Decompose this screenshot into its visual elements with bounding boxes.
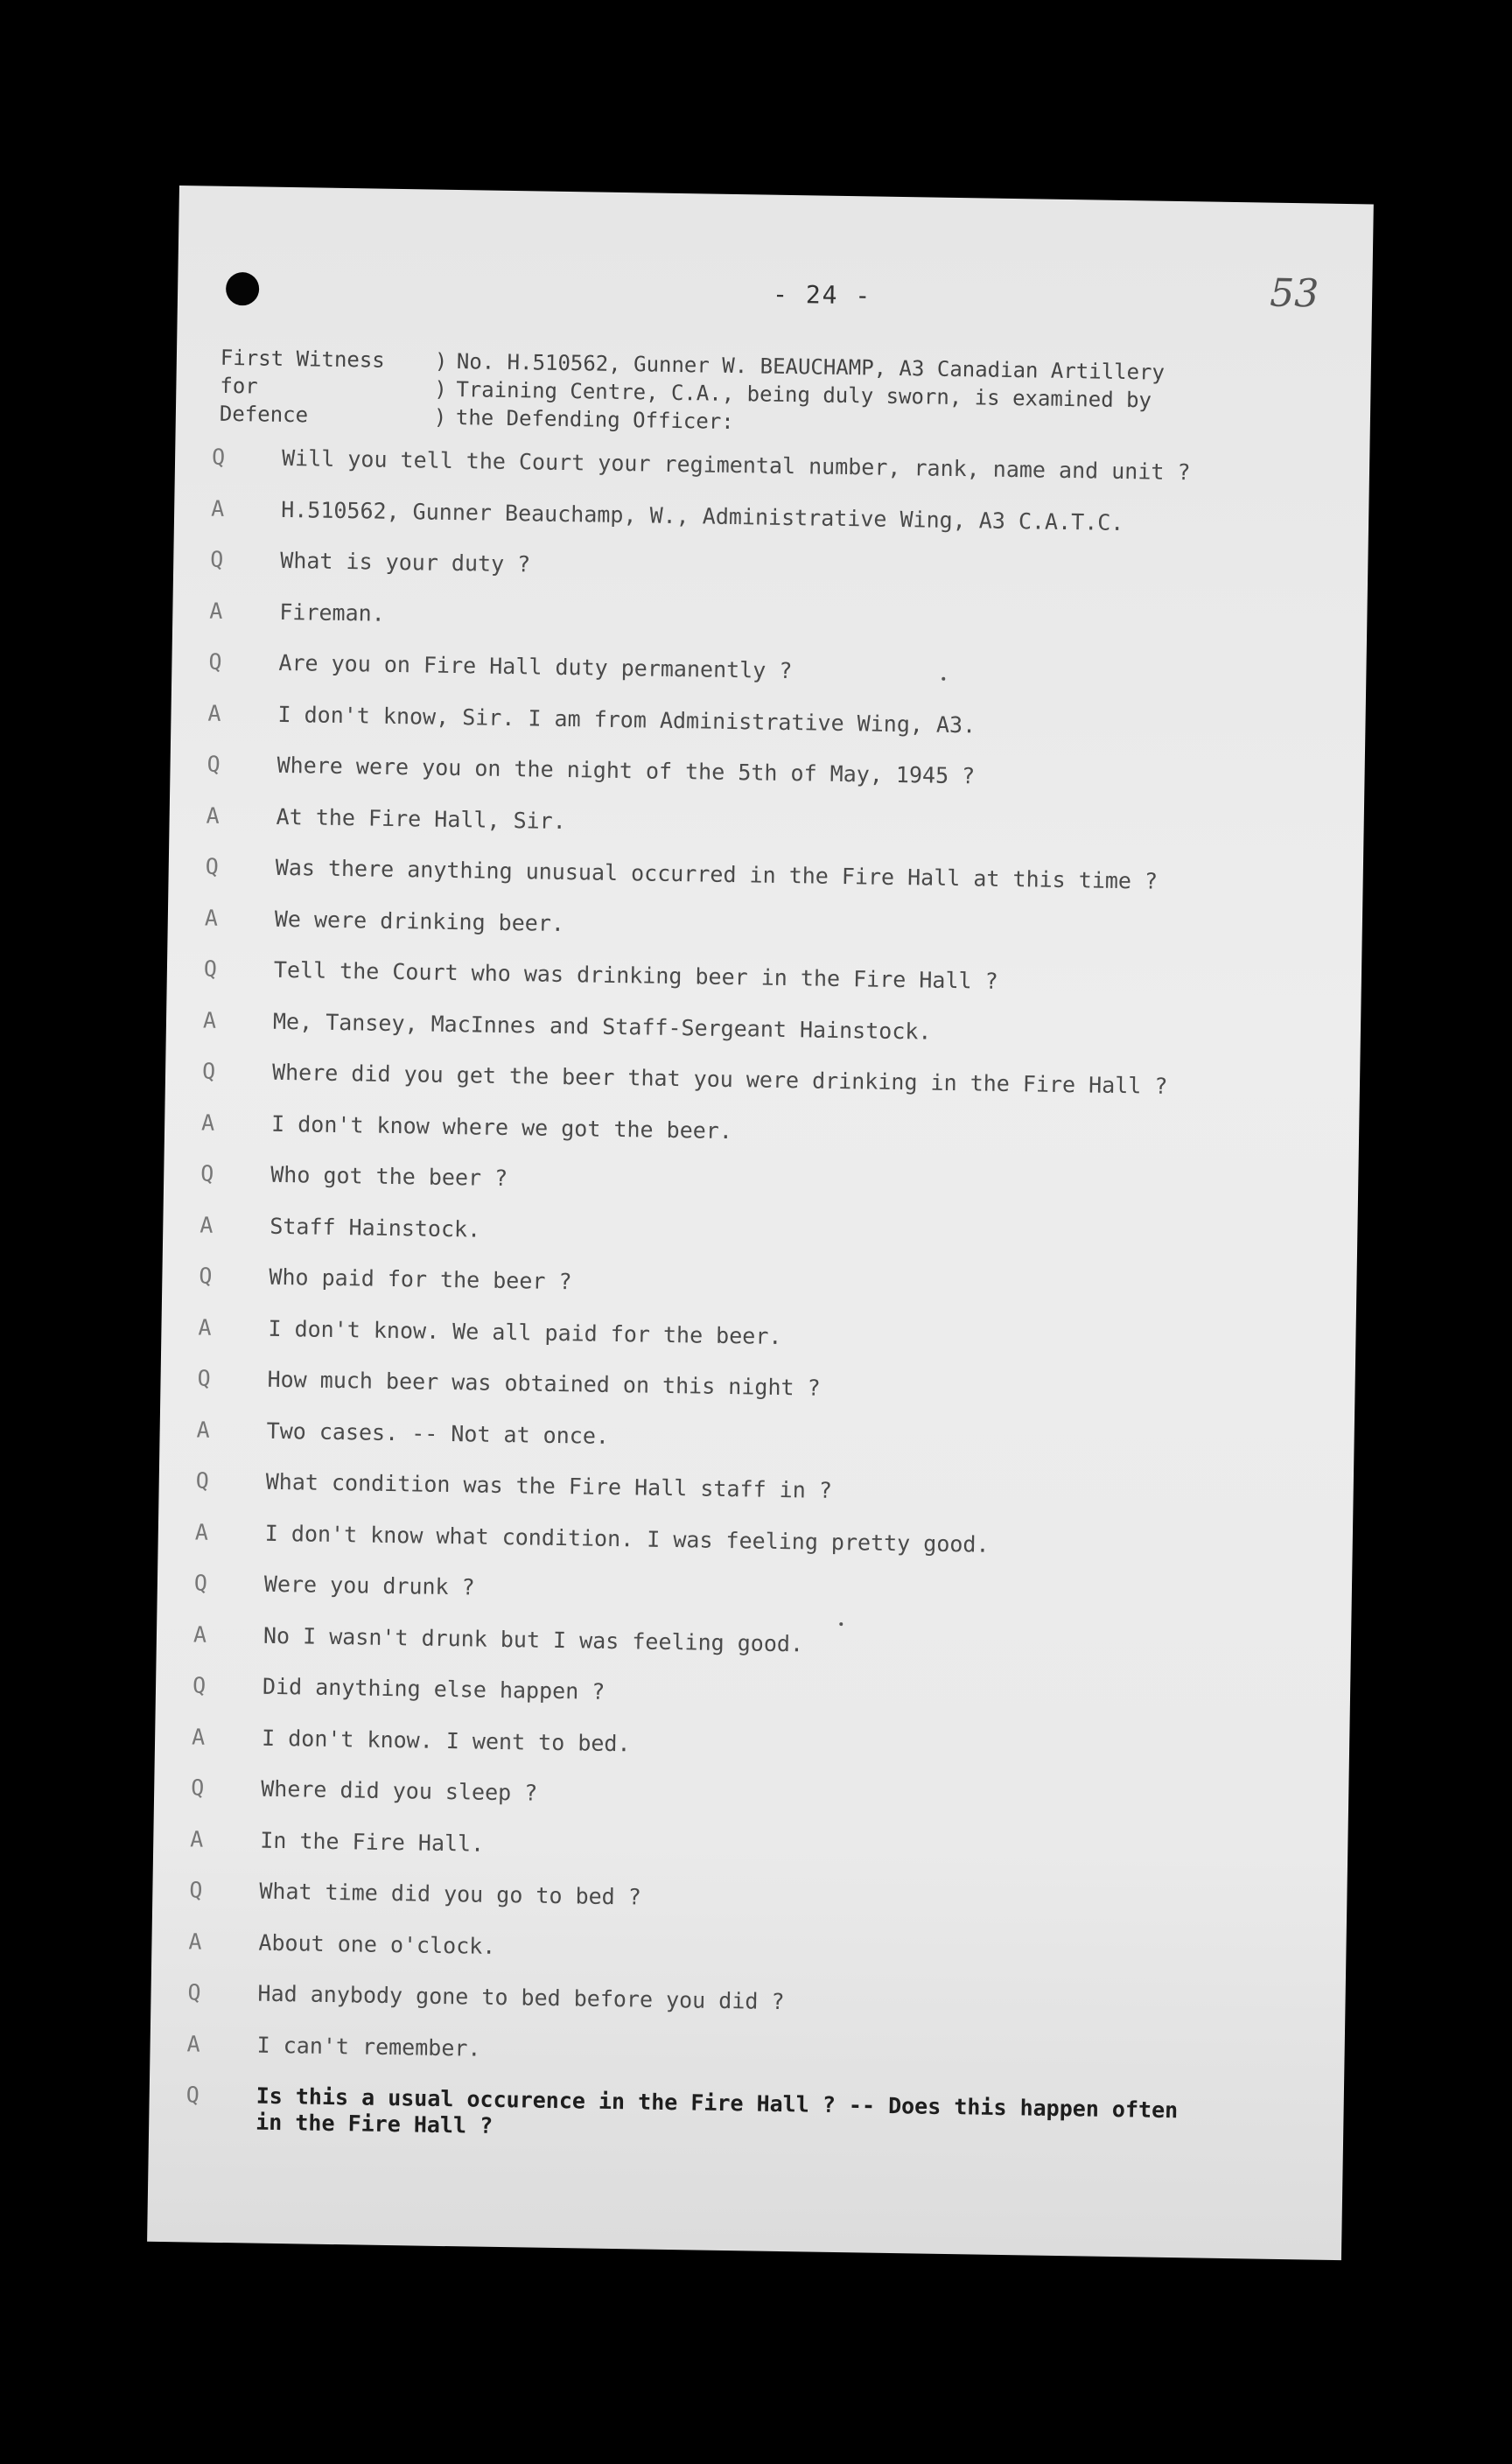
question-marker: Q <box>206 751 220 777</box>
question-marker: Q <box>208 648 222 675</box>
answer-text: H.510562, Gunner Beauchamp, W., Administrative Wing, A3 C.A.T.C. <box>280 496 1124 536</box>
witness-header <box>219 344 1349 434</box>
answer-text: I don't know where we got the beer. <box>270 1110 733 1144</box>
answer-text: Me, Tansey, MacInnes and Staff-Sergeant Hainstock. <box>272 1008 932 1045</box>
answer-text: Two cases. -- Not at once. <box>266 1418 610 1449</box>
question-marker: Q <box>201 1058 216 1084</box>
question-text: What is your duty ? <box>280 547 531 578</box>
answer-text: I can't remember. <box>256 2032 481 2062</box>
question-text: Had anybody gone to bed before you did ? <box>257 1980 785 2015</box>
question-marker: Q <box>195 1467 210 1494</box>
answer-marker: A <box>207 700 221 726</box>
question-text: Who got the beer ? <box>270 1161 508 1192</box>
answer-text: I don't know, Sir. I am from Administrative Wing, A3. <box>277 701 976 738</box>
handwritten-folio-number: 53 <box>1269 270 1320 317</box>
question-marker: Q <box>192 1672 206 1698</box>
answer-text: In the Fire Hall. <box>260 1827 485 1857</box>
answer-marker: A <box>186 2030 200 2057</box>
question-marker: Q <box>200 1160 214 1186</box>
document-page <box>147 186 1374 2260</box>
answer-marker: A <box>210 495 225 522</box>
answer-text: About one o'clock. <box>258 1929 496 1959</box>
ink-speck <box>942 677 945 681</box>
answer-marker: A <box>188 1928 202 1955</box>
answer-marker: A <box>194 1518 209 1545</box>
question-text: Will you tell the Court your regimental number, rank, name and unit ? <box>281 444 1191 486</box>
question-text: Was there anything unusual occurred in the Fire Hall at this time ? <box>275 854 1158 894</box>
answer-text: I don't know what condition. I was feeling pretty good. <box>264 1520 990 1558</box>
answer-text: Fireman. <box>279 598 386 626</box>
answer-text: I don't know. We all paid for the beer. <box>268 1315 782 1349</box>
question-text: Is this a usual occurence in the Fire Hall ? -- Does this happen often in the Fire Hall ? <box>256 2082 1179 2138</box>
answer-marker: A <box>192 1620 207 1648</box>
question-text: Where did you get the beer that you were drinking in the Fire Hall ? <box>271 1059 1168 1099</box>
question-text: Are you on Fire Hall duty permanently ? <box>278 649 793 684</box>
answer-text: I don't know. I went to bed. <box>261 1725 631 1756</box>
question-marker: Q <box>199 1263 213 1289</box>
answer-marker: A <box>190 1825 204 1852</box>
question-marker: Q <box>189 1877 203 1903</box>
answer-marker: A <box>209 598 223 624</box>
answer-marker: A <box>206 802 220 829</box>
header-brace: ) ) ) <box>433 348 448 430</box>
question-text: Who paid for the beer ? <box>269 1264 572 1295</box>
question-marker: Q <box>197 1365 211 1391</box>
answer-text: We were drinking beer. <box>274 906 565 936</box>
question-marker: Q <box>211 444 226 470</box>
answer-marker: A <box>200 1110 215 1136</box>
answer-marker: A <box>202 1007 217 1033</box>
question-text: Tell the Court who was drinking beer in the Fire Hall ? <box>273 956 998 994</box>
question-text: Were you drunk ? <box>263 1571 475 1600</box>
question-text: What time did you go to bed ? <box>259 1878 642 1910</box>
answer-marker: A <box>198 1314 212 1340</box>
answer-marker: A <box>191 1723 206 1750</box>
answer-text: No I wasn't drunk but I was feeling good. <box>262 1622 804 1656</box>
question-marker: Q <box>205 853 220 879</box>
question-marker: Q <box>193 1570 208 1596</box>
question-marker: Q <box>210 546 224 572</box>
answer-marker: A <box>200 1212 214 1238</box>
question-text: How much beer was obtained on this night ? <box>267 1366 821 1401</box>
page-number: - 24 - <box>772 279 872 311</box>
answer-text: Staff Hainstock. <box>270 1213 481 1242</box>
witness-label: First Witness for Defence <box>219 345 385 428</box>
answer-marker: A <box>204 905 219 931</box>
question-marker: Q <box>186 2082 200 2108</box>
punch-hole <box>226 272 260 306</box>
question-text: What condition was the Fire Hall staff in ? <box>265 1468 833 1503</box>
question-marker: Q <box>191 1774 205 1801</box>
question-text: Where were you on the night of the 5th of May, 1945 ? <box>276 752 976 789</box>
question-marker: Q <box>187 1979 201 2006</box>
witness-description: No. H.510562, Gunner W. BEAUCHAMP, A3 Canadian Artillery Training Centre, C.A., being duly sworn, is examined by the Defending Officer: <box>455 349 1166 434</box>
answer-marker: A <box>196 1416 210 1443</box>
question-text: Did anything else happen ? <box>262 1673 606 1704</box>
testimony-transcript <box>186 444 1349 2152</box>
question-text: Where did you sleep ? <box>261 1775 538 1806</box>
question-marker: Q <box>203 956 218 982</box>
answer-text: At the Fire Hall, Sir. <box>276 803 567 834</box>
ink-speck <box>839 1622 843 1626</box>
